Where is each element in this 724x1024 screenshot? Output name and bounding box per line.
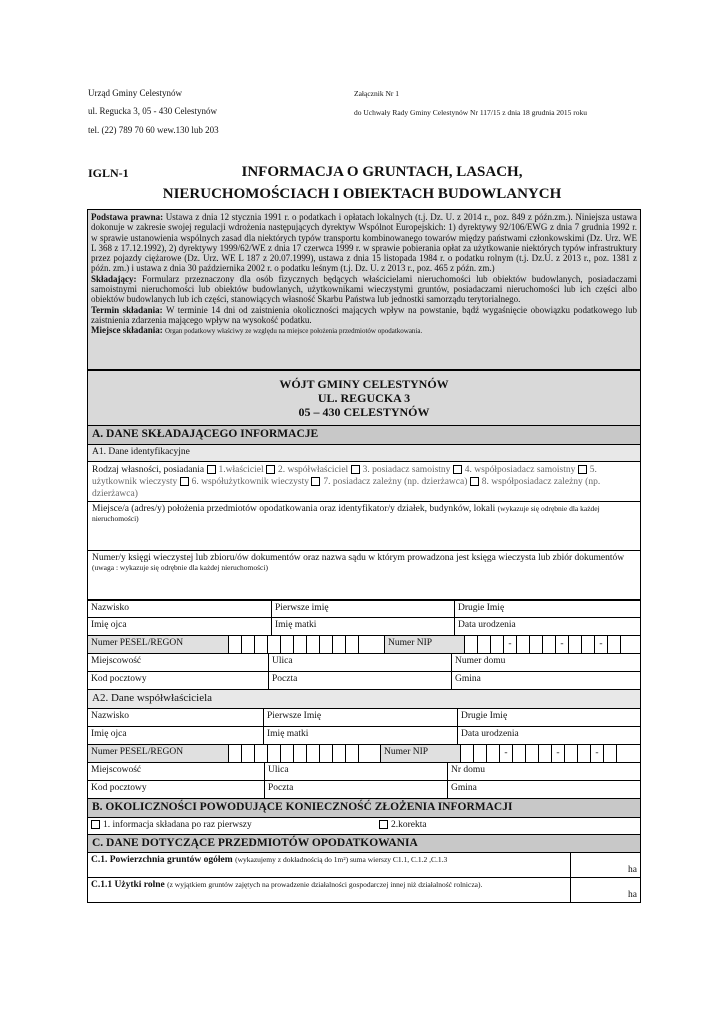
place-label: Miejsce składania: — [91, 325, 163, 336]
a1-ids-row — [87, 636, 641, 654]
father-name-field[interactable]: Imię ojca — [91, 620, 127, 630]
checkbox[interactable] — [379, 820, 388, 829]
a2-first-name-field[interactable]: Pierwsze Imię — [263, 709, 457, 726]
a2-street-field[interactable]: Ulica — [264, 763, 447, 780]
a2-city-field[interactable]: Miejscowość — [91, 765, 142, 775]
ownership-option: 8. współposiadacz zależny (np. dzierżawca) — [92, 477, 601, 499]
a2-house-number-field[interactable]: Nr domu — [447, 763, 640, 780]
a2-father-name-field[interactable]: Imię ojca — [91, 729, 127, 739]
a2-address-row — [87, 763, 641, 781]
location-note: (wykazuje się odrębnie dla każdej nieruchomości) — [92, 504, 600, 523]
authority-line2: UL. REGUCKA 3 — [317, 391, 411, 405]
section-a-header: A. DANE SKŁADAJĄCEGO INFORMACJE — [87, 426, 641, 445]
deadline-label: Termin składania: — [91, 304, 163, 315]
c1-note: (wykazujemy z dokładnością do 1m²) suma wierszy C1.1, C.1.2 ,C.1.3 — [235, 855, 448, 864]
mother-name-field[interactable]: Imię matki — [271, 618, 454, 635]
city-field[interactable]: Miejscowość — [91, 656, 142, 666]
location-row[interactable] — [87, 502, 641, 551]
street-field[interactable]: Ulica — [268, 654, 451, 671]
second-name-field[interactable]: Drugie Imię — [454, 601, 640, 617]
authority-box — [87, 370, 641, 426]
checkbox[interactable] — [453, 465, 462, 474]
place-text: Organ podatkowy właściwy ze względu na miejsce położenia przedmiotów opodatkowania. — [165, 327, 423, 336]
ownership-option: 1.właściciel — [218, 465, 264, 475]
first-filing-label: 1. informacja składana po raz pierwszy — [103, 820, 252, 830]
a2-nip-label: Numer NIP — [380, 745, 460, 762]
c1-unit: ha — [628, 865, 637, 875]
surname-field[interactable]: Nazwisko — [91, 603, 129, 613]
birth-date-field[interactable]: Data urodzenia — [454, 618, 640, 635]
a2-pesel-label: Numer PESEL/REGON — [88, 745, 228, 762]
office-address: ul. Regucka 3, 05 - 430 Celestynów — [88, 106, 217, 116]
basis-text: Ustawa z dnia 12 stycznia 1991 r. o podatkach i opłatach lokalnych (t.j. Dz. U. z 2014 r., poz. 849 z późn.zm.). Niniejsza ustawa dokonuje w zakresie swojej regulacji wdrożenia następujących dyrektyw Wspólnot Europejskich: 1) dyrektywy 92/106/EWG z dnia 7 grudnia 1992 r. w sprawie ustanowienia wspólnych zasad dla niektórych typów transportu kombinowanego towarów między państwami członkowskimi (Dz. Urz. WE L 368 z 17.12.1992), 2) dyrektywy 1999/62/WE z dnia 17 czerwca 1999 r. w sprawie pobierania opłat za użytkowanie niektórych typów infrastruktury przez pojazdy ciężarowe (Dz. Urz. WE L 187 z 20.07.1999), ustawa z dnia 15 listopada 1984 r. o podatku rolnym (t.j. Dz.U. z 2013 r., poz. 1381 z późn. zm.) i ustawa z dnia 30 października 2002 r. o podatku leśnym (t.j. Dz. U. z 2013 r., poz. 465 z późn. zm.) — [91, 212, 637, 274]
a2-second-name-field[interactable]: Drugie Imię — [457, 709, 640, 726]
c11-value-field[interactable] — [570, 878, 640, 902]
a2-parents-row — [87, 727, 641, 745]
form-title-line1: INFORMACJA O GRUNTACH, LASACH, — [241, 164, 523, 180]
checkbox[interactable] — [578, 465, 587, 474]
a1-name-row — [87, 600, 641, 618]
form-code: IGLN-1 — [88, 166, 129, 180]
nip-digits[interactable]: - - - — [464, 636, 633, 653]
first-filing-option[interactable] — [88, 818, 376, 834]
checkbox[interactable] — [207, 465, 216, 474]
correction-label: 2.korekta — [391, 820, 427, 830]
checkbox[interactable] — [266, 465, 275, 474]
post-office-field[interactable]: Poczta — [268, 672, 451, 689]
c11-label: C.1.1 Użytki rolne — [91, 880, 165, 890]
a2-post-office-field[interactable]: Poczta — [264, 781, 447, 798]
a2-name-row — [87, 709, 641, 727]
ownership-option: 3. posiadacz samoistny — [362, 465, 451, 475]
pesel-label: Numer PESEL/REGON — [88, 636, 228, 653]
filer-label: Składający: — [91, 273, 137, 284]
checkbox[interactable] — [311, 477, 320, 486]
resolution-label: do Uchwały Rady Gminy Celestynów Nr 117/15 z dnia 18 grudnia 2015 roku — [354, 108, 588, 117]
section-b-header: B. OKOLICZNOŚCI POWODUJĄCE KONIECZNOŚĆ ZŁOŻENIA INFORMACJI — [87, 799, 641, 818]
house-number-field[interactable]: Numer domu — [451, 654, 640, 671]
section-c-header: C. DANE DOTYCZĄCE PRZEDMIOTÓW OPODATKOWANIA — [87, 835, 641, 853]
basis-label: Podstawa prawna: — [91, 212, 164, 222]
authority-line3: 05 – 430 CELESTYNÓW — [298, 405, 430, 419]
ownership-option: 4. współposiadacz samoistny — [464, 465, 576, 475]
nip-label: Numer NIP — [384, 636, 464, 653]
land-register-note: (uwaga : wykazuje się odrębnie dla każdej nieruchomości) — [92, 563, 268, 572]
section-b-options — [87, 818, 641, 835]
office-name: Urząd Gminy Celestynów — [88, 88, 182, 98]
c1-value-field[interactable] — [570, 853, 640, 877]
c1-label: C.1. Powierzchnia gruntów ogółem — [91, 855, 233, 865]
first-name-field[interactable]: Pierwsze imię — [271, 601, 454, 617]
section-a1-header: A1. Dane identyfikacyjne — [87, 445, 641, 462]
checkbox[interactable] — [351, 465, 360, 474]
a2-mother-name-field[interactable]: Imię matki — [263, 727, 457, 744]
section-a2-header: A2. Dane współwłaściciela — [87, 690, 641, 709]
c1-row — [87, 853, 641, 878]
c11-note: (z wyjątkiem gruntów zajętych na prowadzenie działalności gospodarczej innej niż działalność rolnicza). — [167, 880, 483, 889]
a1-parents-row — [87, 618, 641, 636]
a2-zip-field[interactable]: Kod pocztowy — [91, 783, 147, 793]
location-label: Miejsce/a (adres/y) położenia przedmiotów opodatkowania oraz identyfikator/y działek, budynków, lokali — [92, 504, 496, 514]
c1-label-cell — [88, 853, 570, 877]
a2-nip-digits[interactable]: - - - — [460, 745, 629, 762]
a2-commune-field[interactable]: Gmina — [447, 781, 640, 798]
legal-basis-box — [87, 209, 641, 370]
office-phone: tel. (22) 789 70 60 wew.130 lub 203 — [88, 125, 219, 135]
ownership-row — [87, 462, 641, 502]
ownership-option: 7. posiadacz zależny (np. dzierżawca) — [323, 477, 468, 487]
a2-ids-row — [87, 745, 641, 763]
c11-label-cell — [88, 878, 570, 902]
ownership-option: 2. współwłaściciel — [278, 465, 349, 475]
a1-address-row — [87, 654, 641, 672]
commune-field[interactable]: Gmina — [451, 672, 640, 689]
filer-text: Formularz przeznaczony dla osób fizycznych będących właścicielami nieruchomości lub obiektów budowlanych, posiadaczami samoistnymi nieruchomości lub obiektów budowlanych, użytkownikami wieczystymi gruntów, posiadaczami nieruchomości lub ich części albo obiektów budowlanych lub ich części, stanowiących własność Skarbu Państwa lub jednostki samorządu terytorialnego. — [91, 273, 638, 305]
form-title-line2: NIERUCHOMOŚCIACH I OBIEKTACH BUDOWLANYCH — [162, 186, 562, 202]
ownership-label: Rodzaj własności, posiadania — [92, 465, 205, 475]
a1-postal-row — [87, 672, 641, 690]
c11-unit: ha — [628, 890, 637, 900]
c11-row — [87, 878, 641, 903]
zip-field[interactable]: Kod pocztowy — [91, 674, 147, 684]
land-register-row[interactable] — [87, 551, 641, 600]
ownership-option: 6. współużytkownik wieczysty — [191, 477, 310, 487]
checkbox[interactable] — [91, 820, 100, 829]
land-register-label: Numer/y księgi wieczystej lub zbioru/ów dokumentów oraz nazwa sądu w którym prowadzona jest księga wieczysta lub zbiór dokumentów — [92, 553, 625, 563]
ownership-option: 5. użytkownik wieczysty — [92, 465, 597, 487]
a2-pesel-digits[interactable] — [228, 745, 371, 762]
checkbox[interactable] — [180, 477, 189, 486]
deadline-text: W terminie 14 dni od zaistnienia okoliczności mających wpływ na powstanie, bądź wygaśnięcie obowiązku podatkowego lub zaistnienia zdarzenia mającego wpływ na wysokość podatku. — [91, 304, 637, 325]
a2-surname-field[interactable]: Nazwisko — [91, 711, 129, 721]
checkbox[interactable] — [470, 477, 479, 486]
a2-postal-row — [87, 781, 641, 799]
pesel-digits[interactable] — [228, 636, 371, 653]
authority-line1: WÓJT GMINY CELESTYNÓW — [279, 377, 449, 391]
a2-birth-date-field[interactable]: Data urodzenia — [457, 727, 640, 744]
correction-option[interactable] — [376, 818, 640, 834]
annex-label: Załącznik Nr 1 — [354, 89, 399, 98]
